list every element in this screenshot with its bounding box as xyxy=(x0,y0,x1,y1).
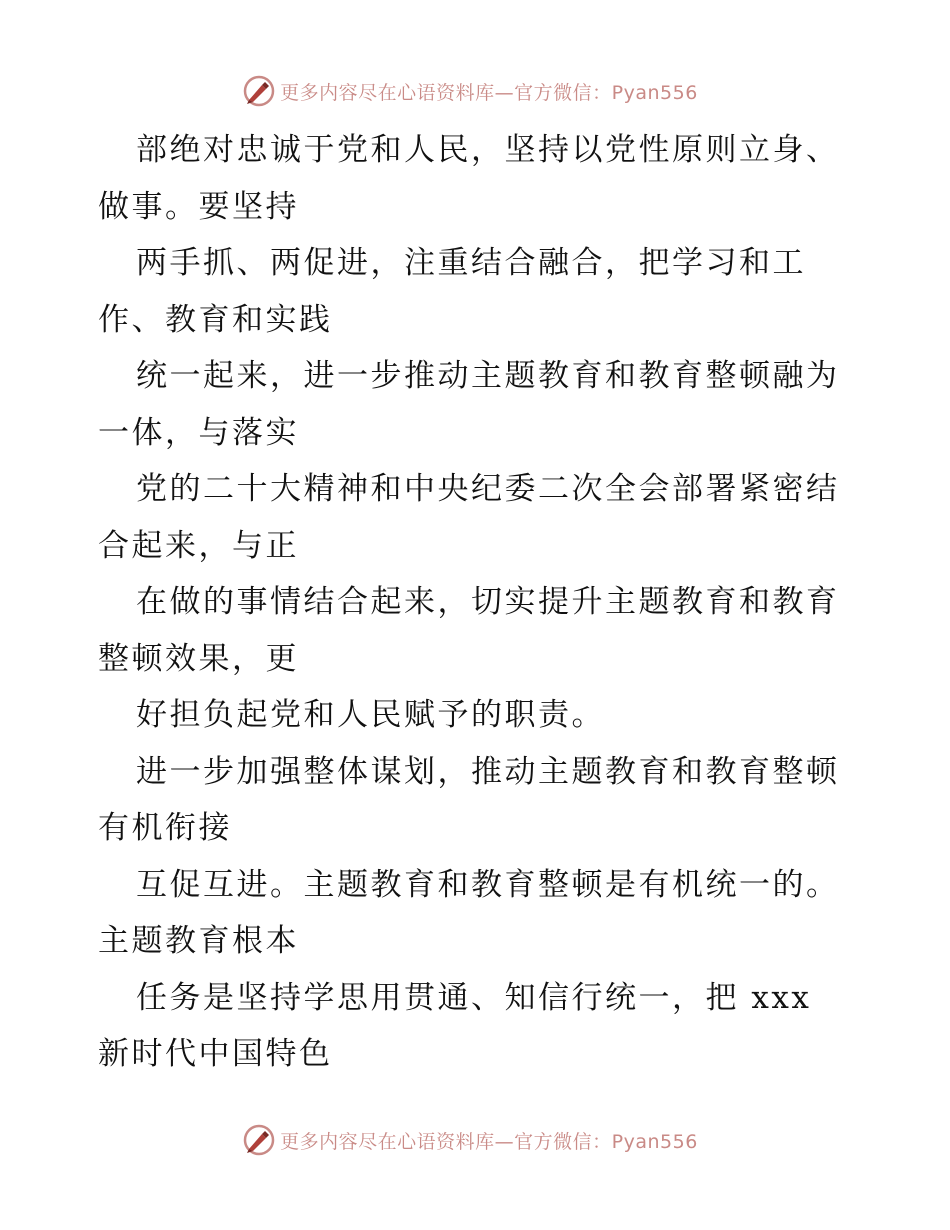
watermark-text: 更多内容尽在心语资料库—官方微信：Pyan556 xyxy=(280,1130,698,1153)
pen-logo-icon xyxy=(242,1123,276,1157)
text-line: 一体，与落实 xyxy=(98,414,299,451)
text-line: 做事。要坚持 xyxy=(98,188,299,225)
text-line: 统一起来，进一步推动主题教育和教育整顿融为 xyxy=(136,358,840,394)
text-line: 新时代中国特色 xyxy=(98,1036,333,1072)
text-line: 合起来，与正 xyxy=(98,527,299,564)
text-line: 有机衔接 xyxy=(98,810,232,846)
text-line: 部绝对忠诚于党和人民，坚持以党性原则立身、 xyxy=(136,132,840,168)
text-line: 进一步加强整体谋划，推动主题教育和教育整顿 xyxy=(136,753,840,790)
header-watermark xyxy=(0,71,950,111)
text-line: 党的二十大精神和中央纪委二次全会部署紧密结 xyxy=(136,471,840,507)
text-line: 好担负起党和人民赋予的职责。 xyxy=(136,697,605,733)
footer-watermark xyxy=(0,1120,950,1160)
watermark-text: 更多内容尽在心语资料库—官方微信：Pyan556 xyxy=(280,81,698,104)
document-body xyxy=(98,122,858,1083)
text-line: 整顿效果，更 xyxy=(98,640,299,677)
text-line: 作、教育和实践 xyxy=(98,301,333,338)
text-line: 在做的事情结合起来，切实提升主题教育和教育 xyxy=(136,584,840,620)
pen-logo-icon xyxy=(242,74,276,108)
text-line: 主题教育根本 xyxy=(98,923,299,959)
text-line: 任务是坚持学思用贯通、知信行统一，把 xxx xyxy=(136,979,812,1016)
text-line: 两手抓、两促进，注重结合融合，把学习和工 xyxy=(136,245,806,281)
text-line: 互促互进。主题教育和教育整顿是有机统一的。 xyxy=(136,866,840,903)
